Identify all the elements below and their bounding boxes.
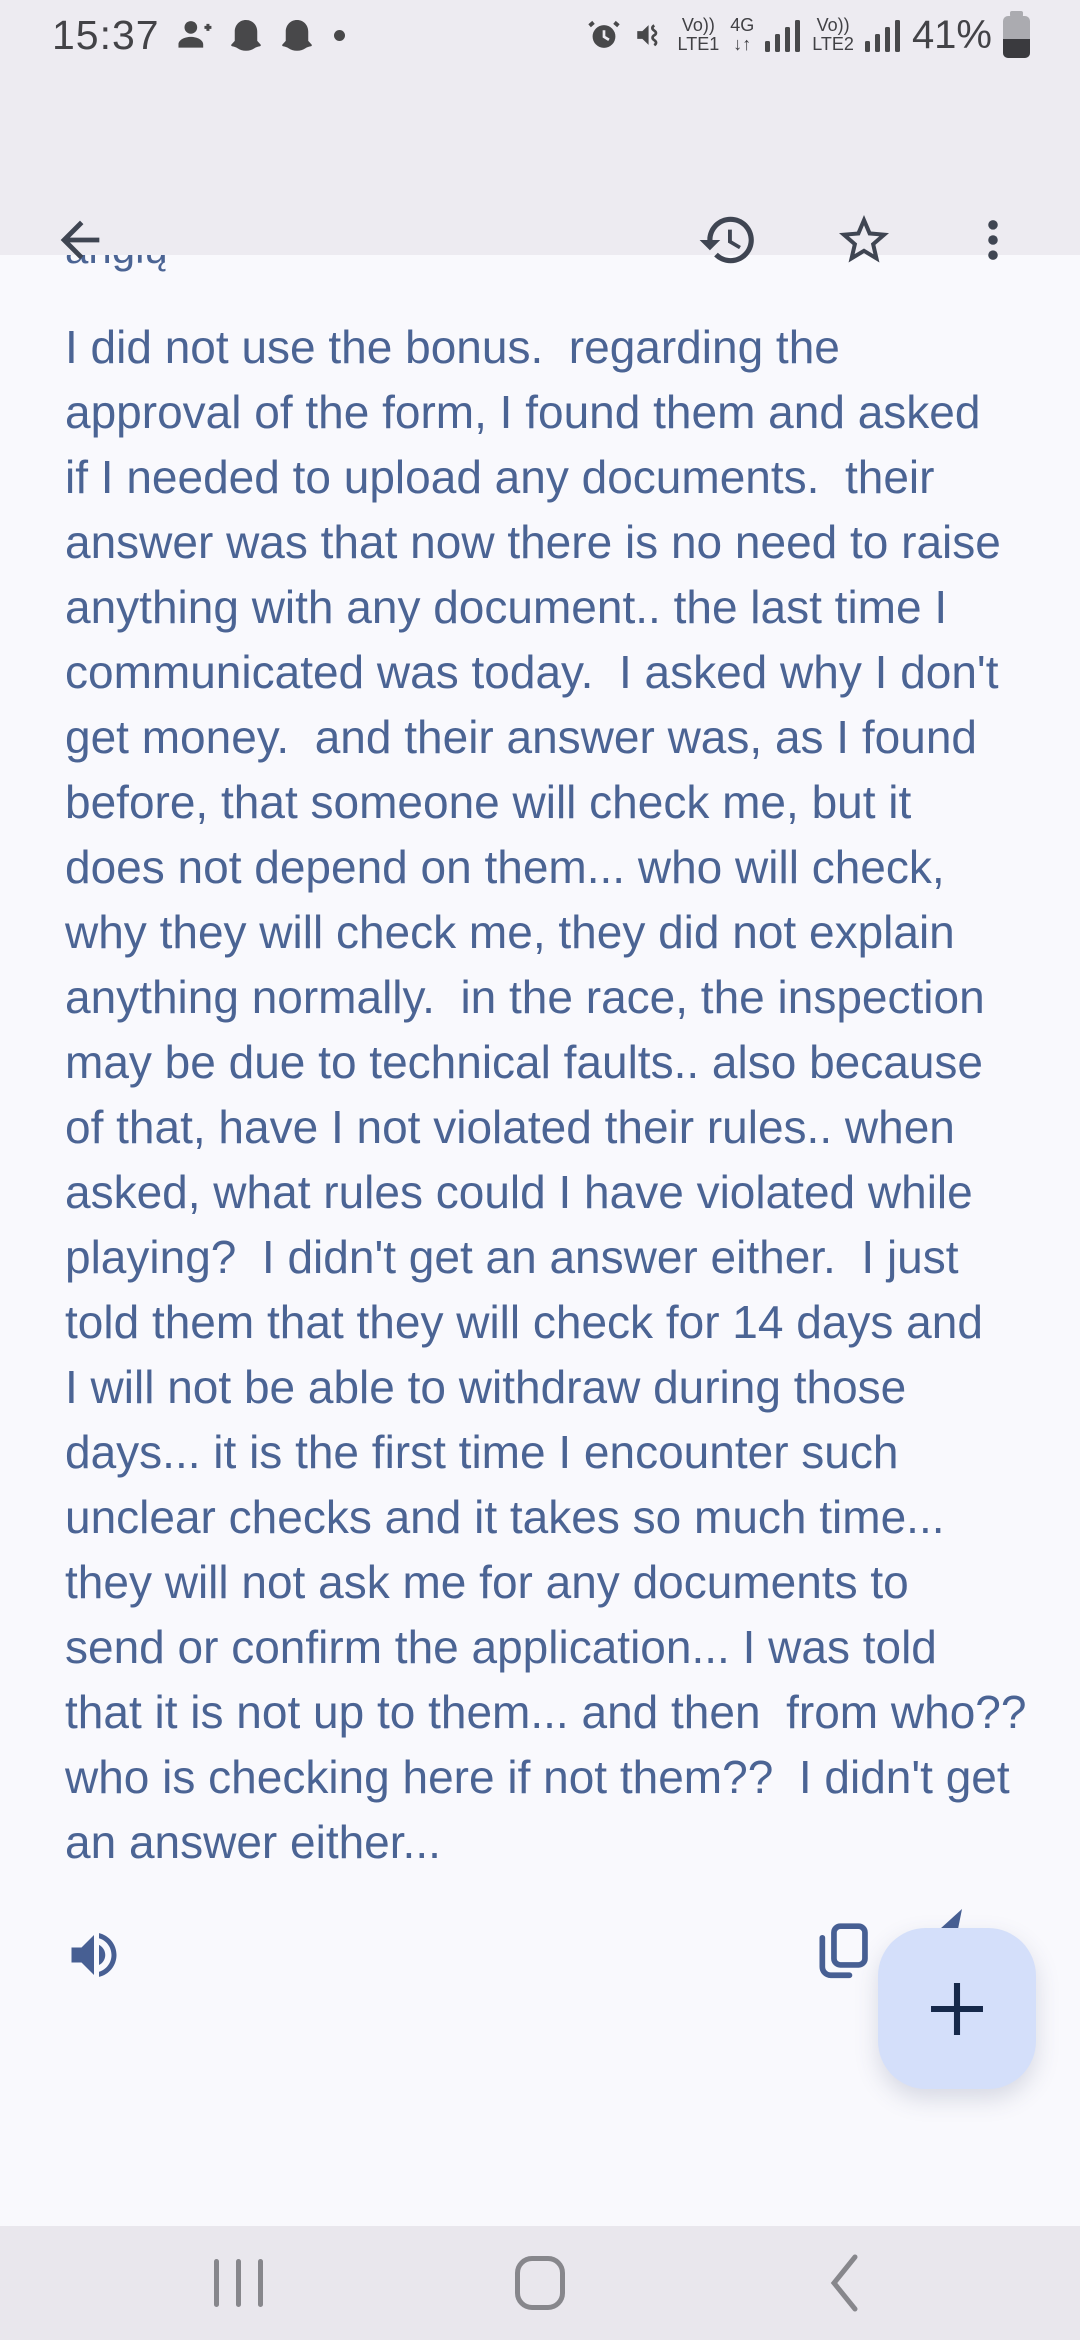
lte1-text: LTE1 [677, 34, 720, 54]
listen-button[interactable] [64, 1923, 128, 1987]
signal-strength-icon-2 [865, 18, 901, 52]
volte1-text: Vo)) [681, 15, 715, 35]
recent-apps-button[interactable] [202, 2226, 274, 2340]
network-arrows-text: ↓↑ [733, 34, 752, 54]
status-bar [0, 0, 1080, 70]
network-type-text: 4G [730, 15, 755, 35]
overflow-menu-icon [967, 214, 1019, 266]
status-bar-right [586, 0, 1030, 70]
back-chevron-icon [829, 2254, 859, 2312]
lte2-text: LTE2 [812, 34, 854, 54]
signal-strength-icon-1 [765, 18, 801, 52]
back-arrow-icon [51, 211, 109, 269]
overflow-menu-button[interactable] [957, 204, 1029, 276]
system-navigation-bar [0, 2226, 1080, 2340]
volte2-text: Vo)) [816, 15, 850, 35]
new-translation-button[interactable] [878, 1928, 1036, 2089]
more-notifications-dot-icon [334, 30, 345, 41]
ghost-notification-icon [228, 16, 264, 54]
battery-fill [1003, 39, 1030, 58]
app-toolbar [0, 70, 1080, 255]
recents-icon [214, 2259, 263, 2307]
history-icon [697, 209, 759, 271]
person-add-icon [175, 16, 213, 54]
battery-icon [1003, 16, 1030, 58]
plus-icon [914, 1966, 1000, 2052]
translated-text[interactable]: I did not use the bonus. regarding the approval of the form, I found them and asked if I needed to upload any documents. their answer was that now there is no need to raise anything with any document.. the last time I communicated was today. I asked why I don't get money. and their answer was, as I found before, that someone will check me, but it does not depend on them... who will check, why they will check me, they did not explain anything normally. in the race, the inspection may be due to technical faults.. also because of that, have I not violated their rules.. when asked, what rules could I have violated while playing? I didn't get an answer either. I just told them that they will check for 14 days and I will not be able to withdraw during those days... it is the first time I encounter such unclear checks and it takes so much time... they will not ask me for any documents to send or confirm the application... I was told that it is not up to them... and then from who?? who is checking here if not them?? I didn't get an answer either... [65, 321, 1027, 1868]
home-icon [515, 2256, 565, 2310]
history-button[interactable] [692, 204, 764, 276]
star-outline-icon [834, 210, 894, 270]
speaker-icon [64, 1925, 124, 1985]
mute-vibrate-icon [633, 17, 667, 53]
battery-percent-text: 41% [911, 12, 992, 57]
copy-icon [812, 1921, 874, 1983]
network-type-indicator [730, 16, 754, 54]
home-button[interactable] [504, 2226, 576, 2340]
top-bar [0, 0, 1080, 255]
translation-result-area [0, 255, 1080, 2226]
nav-back-button[interactable] [808, 2226, 880, 2340]
volte1-indicator [678, 16, 720, 54]
back-button[interactable] [44, 204, 116, 276]
favorite-button[interactable] [828, 204, 900, 276]
clock-text: 15:37 [52, 11, 160, 58]
status-bar-left [52, 0, 345, 70]
alarm-icon [586, 17, 622, 53]
volte2-indicator [812, 16, 854, 54]
ghost-notification-icon [279, 16, 315, 54]
copy-button[interactable] [812, 1920, 876, 1984]
